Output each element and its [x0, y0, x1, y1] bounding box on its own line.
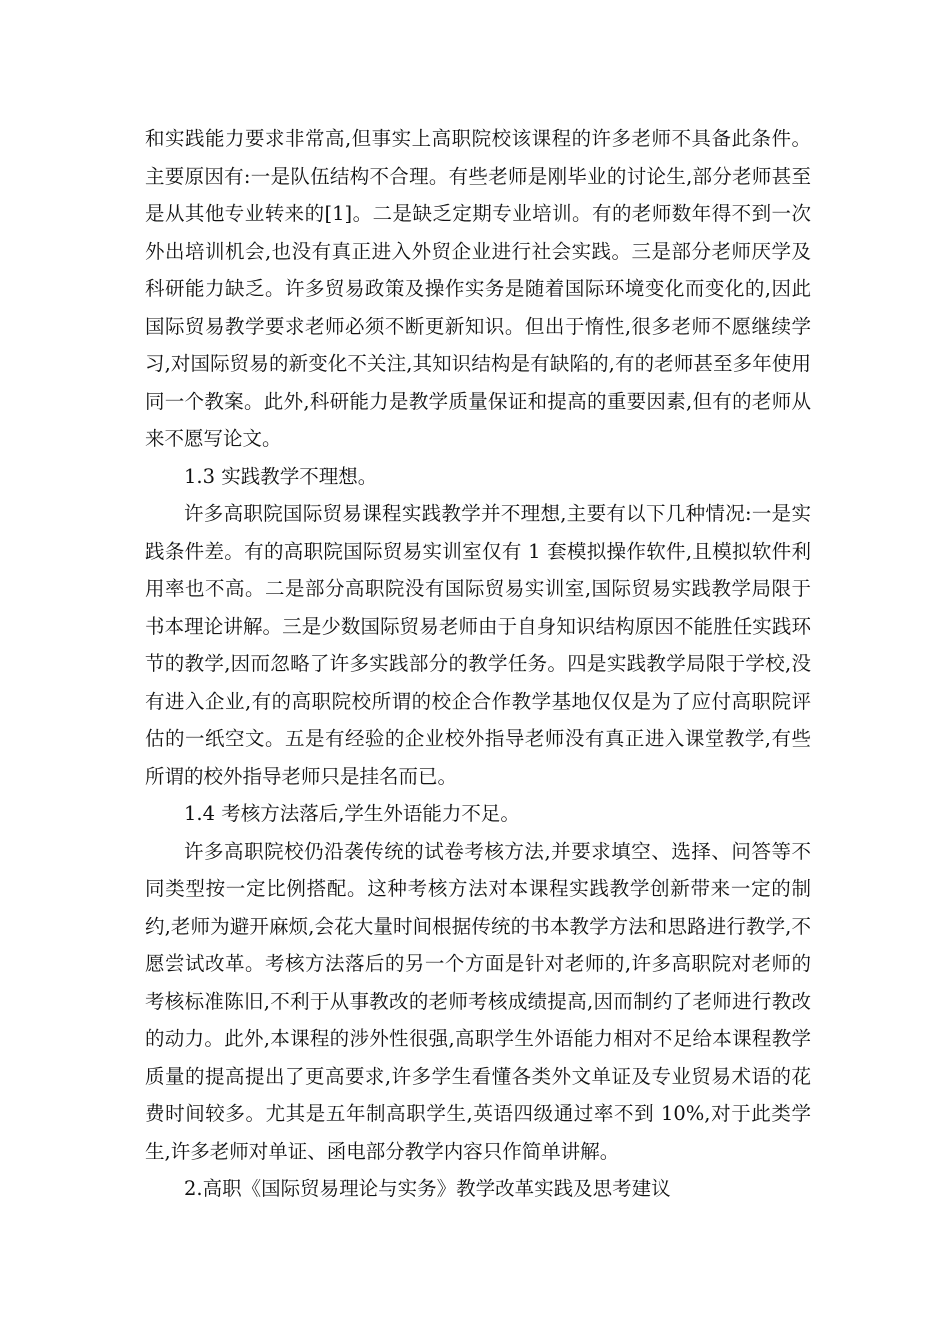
paragraph-practice-teaching: 许多高职院国际贸易课程实践教学并不理想,主要有以下几种情况:一是实践条件差。有的高职院国际贸易实训室仅有 1 套模拟操作软件,且模拟软件利用率也不高。二是部分高职院没有国际贸易实训室,国际贸易实践教学局限于书本理论讲解。三是少数国际贸易老师由于自身知识结构原因不能胜任实践环节的教学,因而忽略了许多实践部分的教学任务。四是实践教学局限于学校,没有进入企业,有的高职院校所谓的校企合作教学基地仅仅是为了应付高职院评估的一纸空文。五是有经验的企业校外指导老师没有真正进入课堂教学,有些所谓的校外指导老师只是挂名而已。	[145, 502, 811, 788]
paragraph-teacher-quality: 和实践能力要求非常高,但事实上高职院校该课程的许多老师不具备此条件。主要原因有:一是队伍结构不合理。有些老师是刚毕业的讨论生,部分老师甚至是从其他专业转来的[1]。二是缺乏定期专业培训。有的老师数年得不到一次外出培训机会,也没有真正进入外贸企业进行社会实践。三是部分老师厌学及科研能力缺乏。许多贸易政策及操作实务是随着国际环境变化而变化的,因此国际贸易教学要求老师必须不断更新知识。但出于惰性,很多老师不愿继续学习,对国际贸易的新变化不关注,其知识结构是有缺陷的,有的老师甚至多年使用同一个教案。此外,科研能力是教学质量保证和提高的重要因素,但有的老师从来不愿写论文。	[145, 127, 811, 450]
paragraph-assessment-methods: 许多高职院校仍沿袭传统的试卷考核方法,并要求填空、选择、问答等不同类型按一定比例搭配。这种考核方法对本课程实践教学创新带来一定的制约,老师为避开麻烦,会花大量时间根据传统的书本教学方法和思路进行教学,不愿尝试改革。考核方法落后的另一个方面是针对老师的,许多高职院对老师的考核标准陈旧,不利于从事教改的老师考核成绩提高,因而制约了老师进行教改的动力。此外,本课程的涉外性很强,高职学生外语能力相对不足给本课程教学质量的提高提出了更高要求,许多学生看懂各类外文单证及专业贸易术语的花费时间较多。尤其是五年制高职学生,英语四级通过率不到 10%,对于此类学生,许多老师对单证、函电部分教学内容只作简单讲解。	[145, 839, 811, 1163]
section-heading-2: 2.高职《国际贸易理论与实务》教学改革实践及思考建议	[184, 1177, 671, 1200]
section-heading-1-4: 1.4 考核方法落后,学生外语能力不足。	[184, 802, 520, 825]
section-heading-1-3: 1.3 实践教学不理想。	[184, 464, 378, 488]
document-body	[145, 120, 811, 1208]
